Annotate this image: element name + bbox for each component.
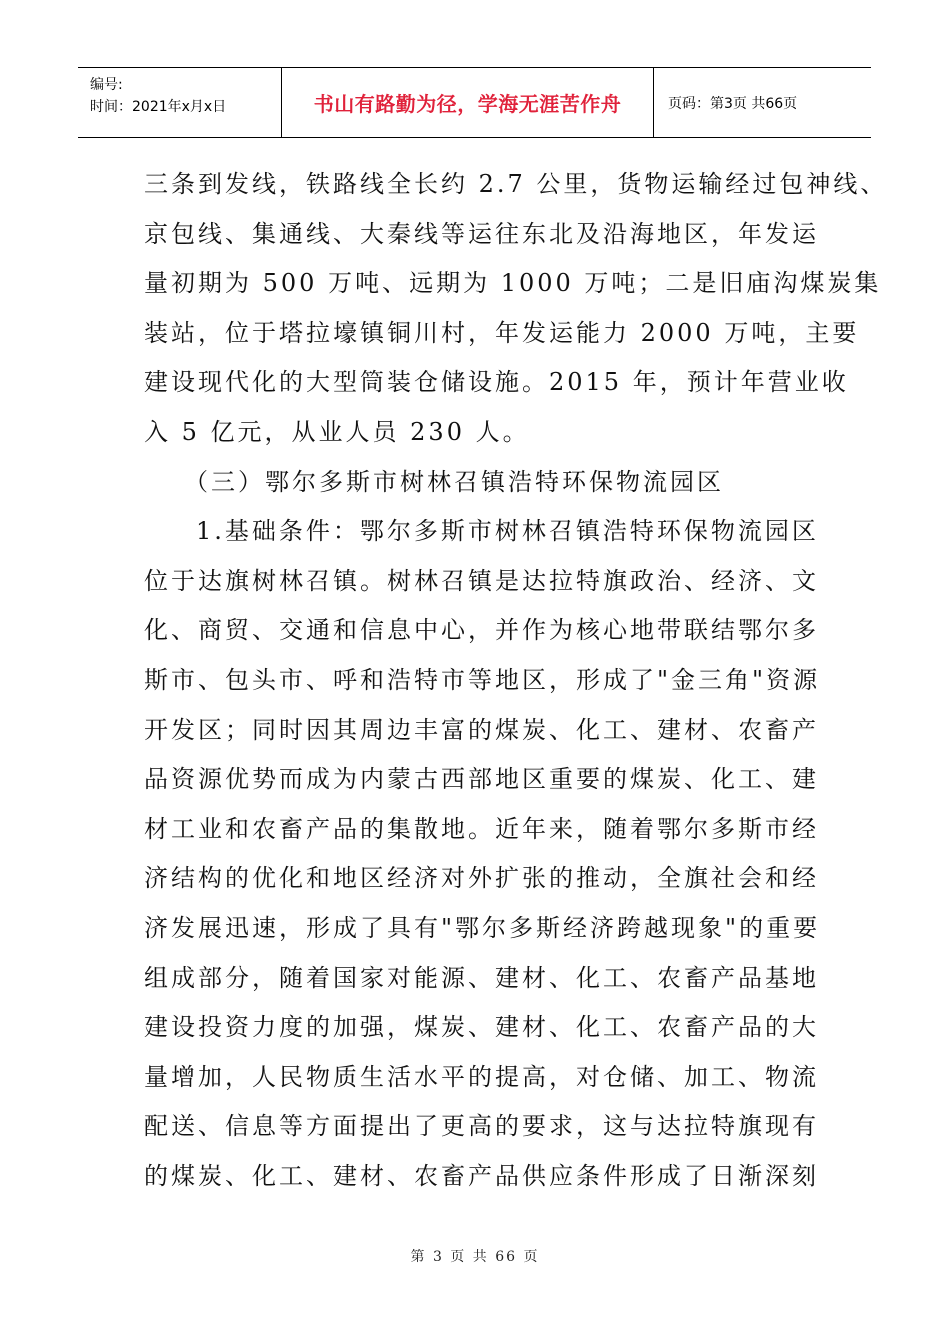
page-footer: 第 3 页 共 66 页: [410, 1249, 540, 1265]
section-heading: （三）鄂尔多斯市树林召镇浩特环保物流园区: [184, 467, 724, 496]
header-meta: [78, 68, 282, 137]
text-line: 量增加，人民物质生活水平的提高，对仓储、加工、物流: [144, 1062, 819, 1091]
text-line: 1.基础条件：鄂尔多斯市树林召镇浩特环保物流园区: [196, 517, 819, 546]
document-body: [144, 160, 888, 1201]
text-line: 斯市、包头市、呼和浩特市等地区，形成了"金三角"资源: [144, 665, 821, 694]
text-line: 量初期为 500 万吨、远期为 1000 万吨；二是旧庙沟煤炭集: [144, 269, 882, 298]
text-line: 配送、信息等方面提出了更高的要求，这与达拉特旗现有: [144, 1112, 819, 1141]
text-line: 位于达旗树林召镇。树林召镇是达拉特旗政治、经济、文: [144, 566, 819, 595]
text-line: 开发区；同时因其周边丰富的煤炭、化工、建材、农畜产: [144, 715, 819, 744]
header-page-info: 页码：第3页 共66页: [668, 95, 798, 112]
number-label: 编号:: [90, 77, 123, 93]
text-line: 化、商贸、交通和信息中心，并作为核心地带联结鄂尔多: [144, 616, 819, 645]
text-line: 的煤炭、化工、建材、农畜产品供应条件形成了日渐深刻: [144, 1161, 819, 1190]
text-line: 品资源优势而成为内蒙古西部地区重要的煤炭、化工、建: [144, 765, 819, 794]
page-header: [78, 67, 871, 138]
text-line: 济结构的优化和地区经济对外扩张的推动，全旗社会和经: [144, 864, 819, 893]
header-motto: 书山有路勤为径，学海无涯苦作舟: [282, 68, 654, 137]
text-line: 建设投资力度的加强，煤炭、建材、化工、农畜产品的大: [144, 1013, 819, 1042]
text-line: 组成部分，随着国家对能源、建材、化工、农畜产品基地: [144, 963, 819, 992]
time-label: 时间：2021年x月x日: [90, 99, 227, 115]
text-line: 建设现代化的大型筒装仓储设施。2015 年，预计年营业收: [144, 368, 849, 397]
text-line: 济发展迅速，形成了具有"鄂尔多斯经济跨越现象"的重要: [144, 913, 821, 942]
text-line: 装站，位于塔拉壕镇铜川村，年发运能力 2000 万吨，主要: [144, 318, 860, 347]
text-line: 三条到发线，铁路线全长约 2.7 公里，货物运输经过包神线、: [144, 170, 888, 198]
text-line: 入 5 亿元，从业人员 230 人。: [144, 417, 530, 446]
text-line: 材工业和农畜产品的集散地。近年来，随着鄂尔多斯市经: [144, 814, 819, 843]
text-line: 京包线、集通线、大秦线等运往东北及沿海地区，年发运: [144, 219, 819, 248]
